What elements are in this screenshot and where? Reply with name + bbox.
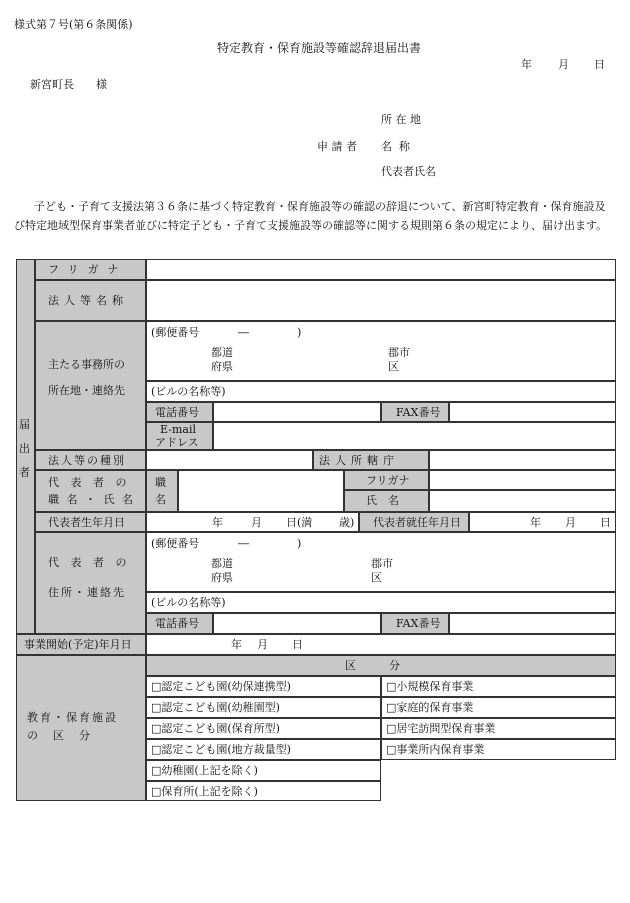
rep-label-1: 代 表 者 の bbox=[48, 476, 131, 489]
birth-age: 歳) bbox=[339, 516, 355, 529]
category-right-1-label: □家庭的保育事業 bbox=[386, 701, 474, 714]
corp-type-input[interactable] bbox=[146, 450, 313, 470]
rep-address-label-2: 住所・連絡先 bbox=[48, 586, 126, 599]
postal-dash: ― bbox=[238, 326, 249, 339]
birth-day: 日(満 bbox=[286, 516, 313, 529]
main-office-label-2: 所在地・連絡先 bbox=[48, 384, 125, 397]
rep-postal-close: ) bbox=[297, 537, 302, 550]
category-right-3-label: □事業所内保育事業 bbox=[386, 743, 485, 756]
start-date-input[interactable] bbox=[146, 634, 616, 655]
app-month: 月 bbox=[565, 516, 576, 529]
category-right-2-label: □居宅訪問型保育事業 bbox=[386, 722, 496, 735]
app-year: 年 bbox=[530, 516, 541, 529]
addressee: 新宮町長 bbox=[30, 78, 74, 91]
category-left-1-label: □認定こども園(幼稚園型) bbox=[151, 701, 280, 714]
furigana-input[interactable] bbox=[146, 259, 616, 280]
postal-close: ) bbox=[297, 326, 302, 339]
rep-appointed-input[interactable] bbox=[469, 512, 616, 532]
rep-title-input[interactable] bbox=[178, 470, 344, 512]
birth-year: 年 bbox=[212, 516, 223, 529]
facility-label-cell bbox=[16, 655, 146, 801]
rep-gunshi-2: 区 bbox=[371, 571, 382, 584]
rep-birth-label: 代表者生年月日 bbox=[48, 516, 125, 529]
office-phone-input[interactable] bbox=[213, 402, 381, 422]
corp-authority-label: 法人所轄庁 bbox=[319, 454, 399, 467]
representative-label: 代表者氏名 bbox=[381, 165, 436, 178]
form-title: 特定教育・保育施設等確認辞退届出書 bbox=[217, 41, 422, 55]
rep-appointed-label: 代表者就任年月日 bbox=[373, 516, 461, 529]
rep-address-label-1: 代 表 者 の bbox=[48, 556, 131, 569]
date-day-label: 日 bbox=[594, 58, 605, 71]
category-left-3-label: □認定こども園(地方裁量型) bbox=[151, 743, 291, 756]
rep-address-label-cell bbox=[35, 532, 146, 634]
corp-name-input[interactable] bbox=[146, 280, 616, 321]
email-input[interactable] bbox=[213, 422, 616, 450]
category-left-4-label: □幼稚園(上記を除く) bbox=[151, 764, 258, 777]
todofuken-2: 府県 bbox=[211, 360, 233, 373]
category-left-5-label: □保育所(上記を除く) bbox=[151, 785, 258, 798]
category-header: 区 分 bbox=[345, 659, 400, 672]
gunshi-1: 郡市 bbox=[388, 346, 410, 359]
email-label-1: E-mail bbox=[160, 423, 196, 436]
form-number: 様式第７号(第６条関係) bbox=[14, 18, 133, 31]
rep-title-label-1: 職 bbox=[155, 476, 166, 489]
category-right-0-label: □小規模保育事業 bbox=[386, 680, 474, 693]
category-left-0-label: □認定こども園(幼保連携型) bbox=[151, 680, 291, 693]
office-phone-label: 電話番号 bbox=[155, 406, 199, 419]
rep-label-2: 職 名 ・ 氏 名 bbox=[48, 493, 135, 506]
todofuken-1: 都道 bbox=[211, 346, 233, 359]
main-office-label-1: 主たる事務所の bbox=[48, 358, 125, 371]
rep-building-label: (ビルの名称等) bbox=[151, 596, 226, 609]
start-month: 月 bbox=[257, 638, 268, 651]
body-text: 子ども・子育て支援法第３６条に基づく特定教育・保育施設等の確認の辞退について、新宮町特定教育・保育施設及び特定地域型保育事業者並びに特定子ども・子育て支援施設等の確認等に関する規則第６条の規定により、届け出ます。 bbox=[14, 200, 608, 232]
furigana-label: フリガナ bbox=[48, 263, 128, 276]
start-year: 年 bbox=[231, 638, 242, 651]
rep-todofuken-1: 都道 bbox=[211, 557, 233, 570]
corp-type-label: 法人等の種別 bbox=[48, 454, 126, 467]
rep-name-label: 氏 名 bbox=[366, 494, 399, 507]
name-label: 名 称 bbox=[381, 140, 410, 153]
rep-name-input[interactable] bbox=[429, 490, 616, 512]
start-day: 日 bbox=[292, 638, 303, 651]
applicant-label: 申 請 者 bbox=[317, 140, 357, 153]
facility-label-1: 教育・保育施設 bbox=[27, 711, 118, 724]
side-label: 届出者 bbox=[19, 418, 30, 479]
app-day: 日 bbox=[600, 516, 611, 529]
building-label: (ビルの名称等) bbox=[151, 385, 226, 398]
addressee-suffix: 様 bbox=[96, 78, 107, 91]
rep-furigana-input[interactable] bbox=[429, 470, 616, 490]
rep-phone-label: 電話番号 bbox=[155, 617, 199, 630]
corp-authority-input[interactable] bbox=[429, 450, 616, 470]
date-year-label: 年 bbox=[521, 58, 532, 71]
office-fax-label: FAX番号 bbox=[396, 406, 441, 419]
corp-name-label: 法人等名称 bbox=[48, 294, 128, 307]
date-month-label: 月 bbox=[558, 58, 569, 71]
gunshi-2: 区 bbox=[388, 360, 399, 373]
rep-title-label-2: 名 bbox=[155, 493, 166, 506]
rep-phone-input[interactable] bbox=[213, 613, 381, 634]
rep-furigana-label: フリガナ bbox=[366, 474, 410, 487]
rep-fax-label: FAX番号 bbox=[396, 617, 441, 630]
rep-postal-dash: ― bbox=[238, 537, 249, 550]
rep-postal-label: (郵便番号 bbox=[151, 537, 200, 550]
location-label: 所 在 地 bbox=[381, 113, 421, 126]
office-fax-input[interactable] bbox=[449, 402, 616, 422]
facility-label-2: の 区 分 bbox=[27, 729, 92, 742]
rep-fax-input[interactable] bbox=[449, 613, 616, 634]
rep-gunshi-1: 郡市 bbox=[371, 557, 393, 570]
postal-label: (郵便番号 bbox=[151, 326, 200, 339]
rep-todofuken-2: 府県 bbox=[211, 571, 233, 584]
birth-month: 月 bbox=[251, 516, 262, 529]
email-label-2: アドレス bbox=[155, 436, 199, 449]
category-left-2-label: □認定こども園(保育所型) bbox=[151, 722, 280, 735]
start-date-label: 事業開始(予定)年月日 bbox=[24, 638, 132, 651]
